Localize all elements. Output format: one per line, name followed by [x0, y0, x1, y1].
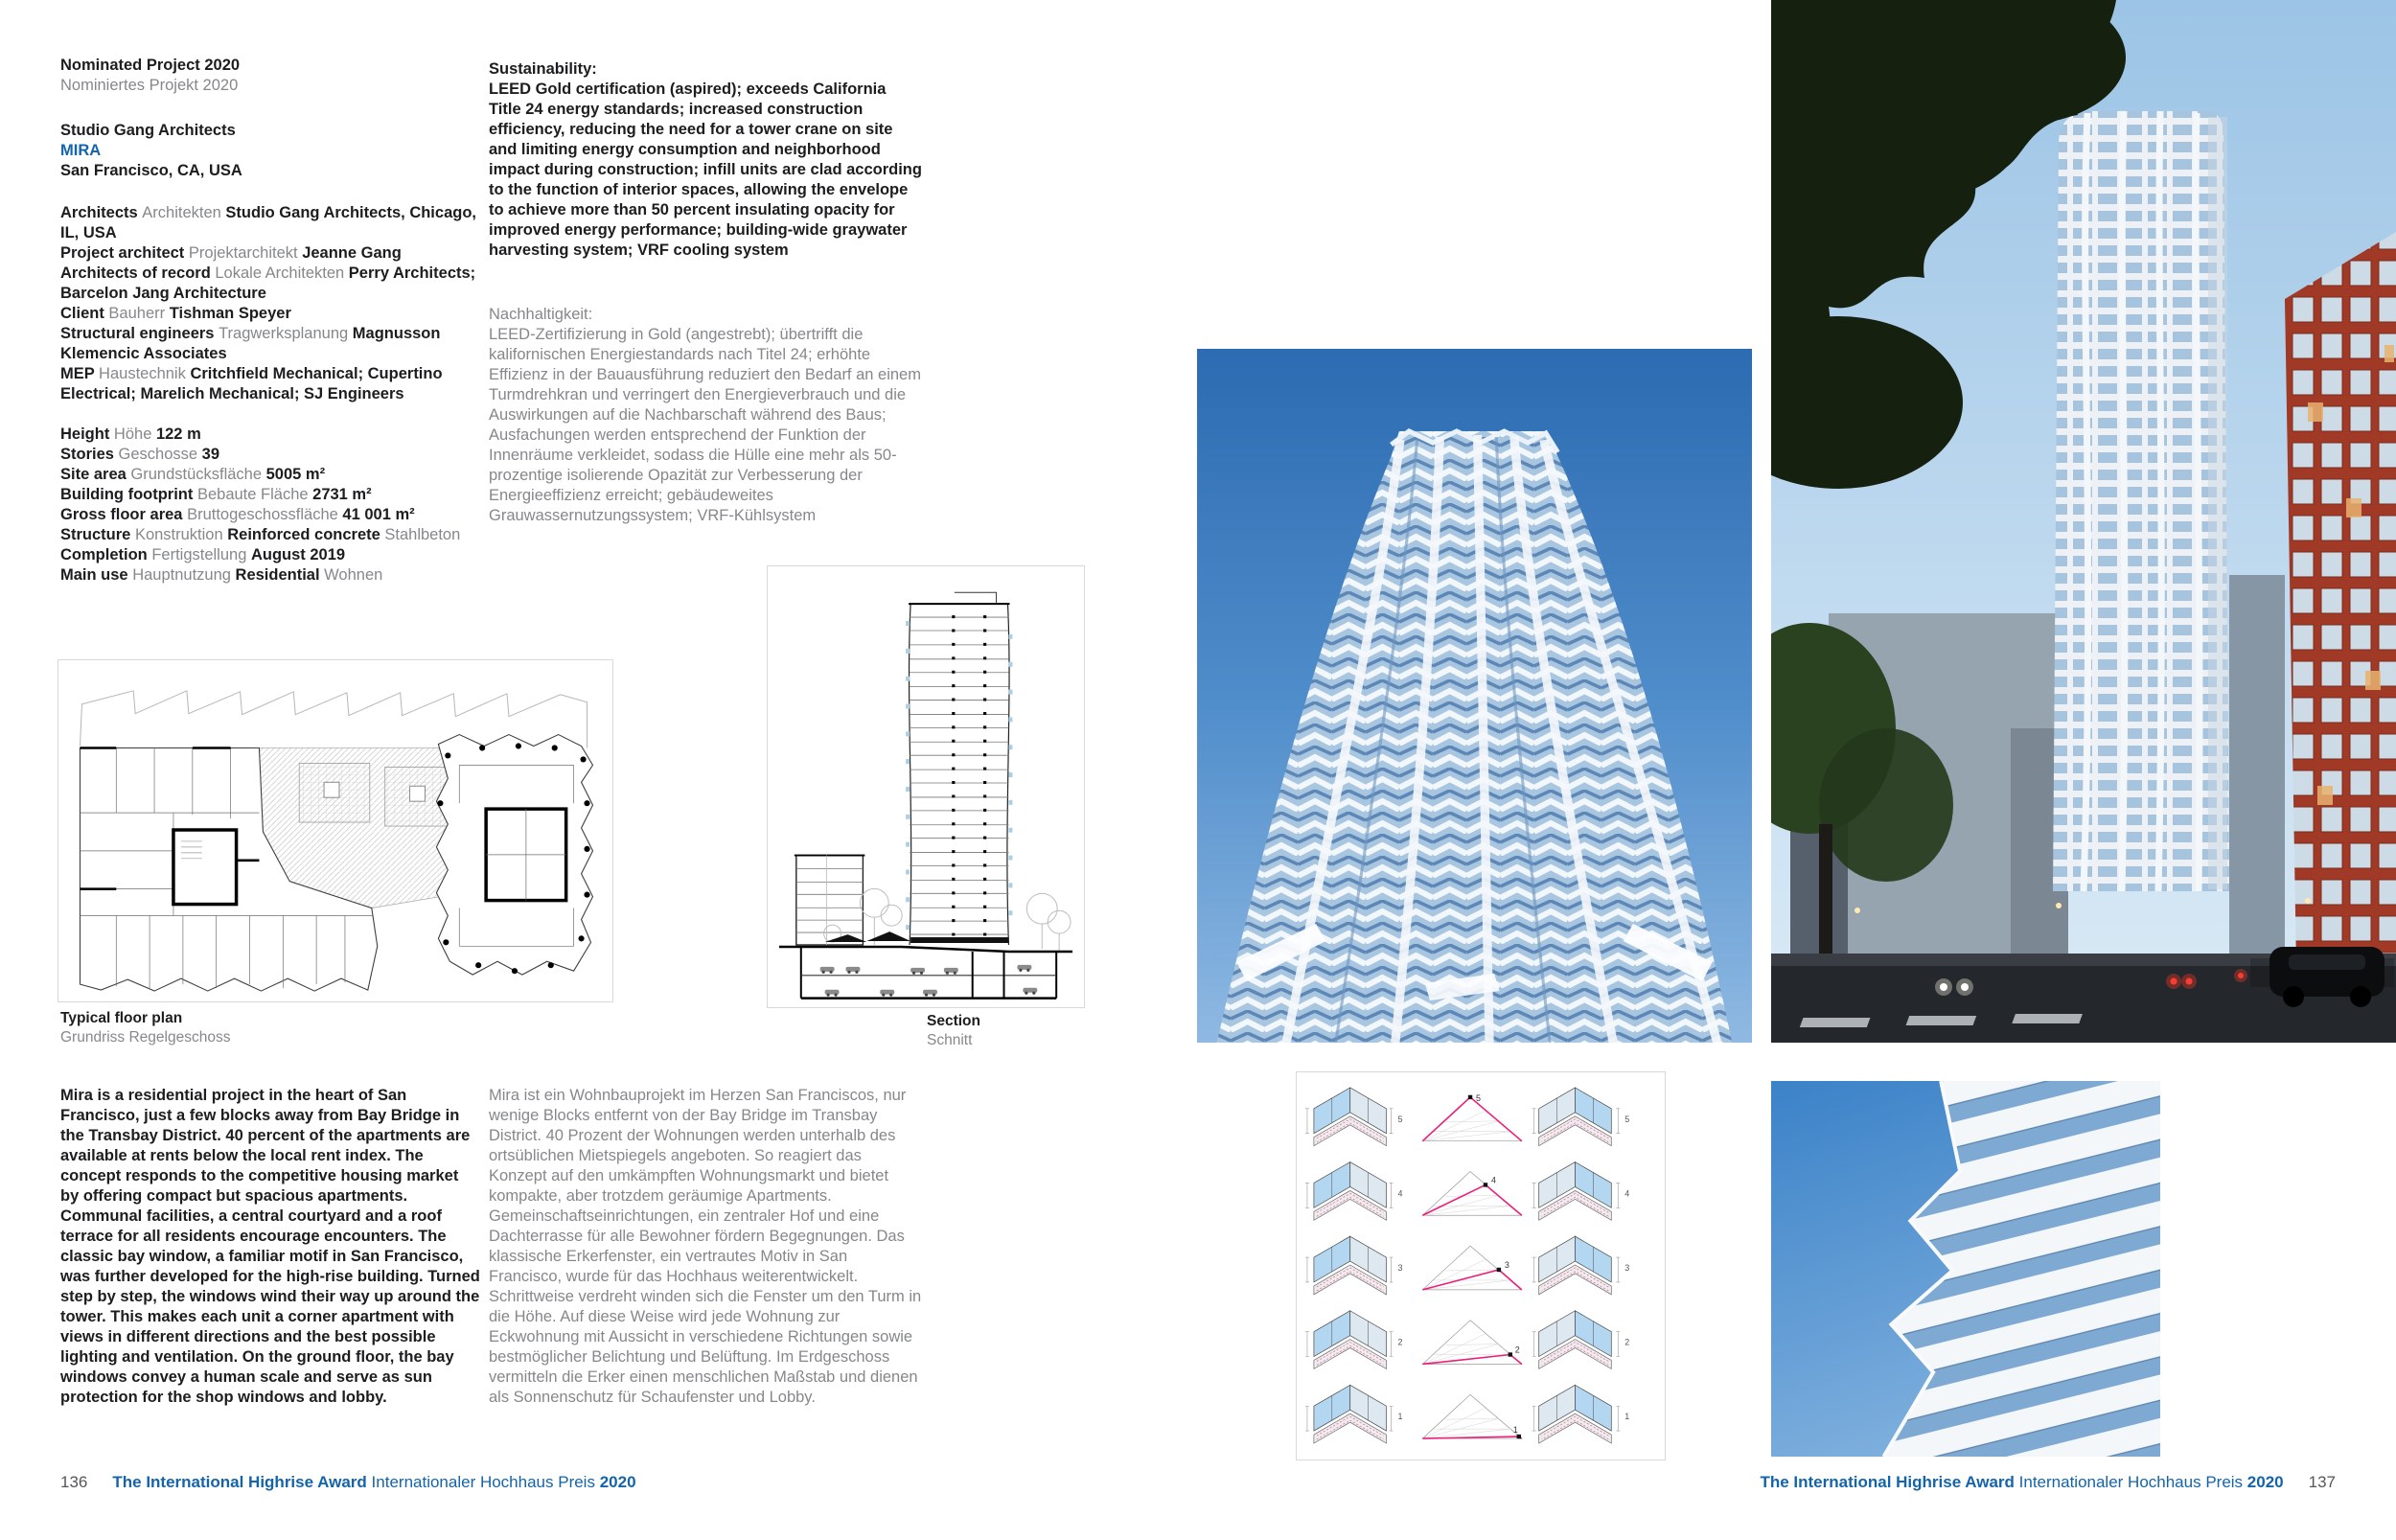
credit-line: Client Bauherr Tishman Speyer — [60, 305, 291, 322]
sustainability-de-title: Nachhaltigkeit: — [489, 306, 593, 323]
section-caption-en: Section — [927, 1013, 980, 1029]
fact-line: Height Höhe 122 m — [60, 425, 201, 443]
facade-detail-svg — [1771, 1081, 2160, 1457]
kicker-de: Nominiertes Projekt 2020 — [60, 77, 239, 94]
footer-award-de: Internationaler Hochhaus Preis — [371, 1473, 595, 1491]
tower-photo-svg — [1197, 349, 1752, 1043]
project-location: San Francisco, CA, USA — [60, 162, 242, 179]
street-photo-svg — [1771, 0, 2396, 1043]
footer-year: 2020 — [2246, 1473, 2284, 1491]
kicker — [60, 56, 482, 96]
footer-award-en: The International Highrise Award — [1760, 1473, 2015, 1491]
diagram-row-label: 4 — [1624, 1188, 1630, 1199]
plan-caption-de: Grundriss Regelgeschoss — [60, 1029, 231, 1046]
page-number-right: 137 — [2308, 1473, 2336, 1491]
kicker-en: Nominated Project 2020 — [60, 57, 241, 74]
diagram-row-label: 4 — [1397, 1188, 1403, 1199]
footer-award-de: Internationaler Hochhaus Preis — [2018, 1473, 2244, 1491]
footer-right — [1760, 1472, 2336, 1493]
credit-line: Structural engineers Tragwerksplanung Magnusson Klemencic Associates — [60, 325, 441, 362]
sustainability-en-title: Sustainability: — [489, 60, 597, 78]
diagram-row-label: 3 — [1624, 1262, 1630, 1273]
fact-line: Gross floor area Bruttogeschossfläche 41 001 m² — [60, 506, 415, 523]
facade-detail-photo — [1771, 1081, 2160, 1457]
fact-line: Structure Konstruktion Reinforced concrete Stahlbeton — [60, 526, 461, 543]
diagram-row-label: 2 — [1624, 1337, 1630, 1347]
section-caption-de: Schnitt — [927, 1032, 973, 1048]
bay-window-diagram — [1296, 1071, 1666, 1460]
plan-caption — [60, 1009, 230, 1047]
diagram-step-label: 2 — [1514, 1345, 1520, 1355]
diagram-step-label: 5 — [1476, 1092, 1482, 1103]
section-caption — [927, 1012, 980, 1050]
sustainability-de — [489, 305, 922, 526]
facts-block — [60, 425, 480, 586]
footer-award-en: The International Highrise Award — [112, 1473, 367, 1491]
credit-line: Architects of record Lokale Architekten Perry Architects; Barcelon Jang Architecture — [60, 264, 476, 302]
bay-window-diagram-svg — [1297, 1072, 1665, 1460]
diagram-row-label: 1 — [1624, 1412, 1630, 1422]
floor-plan-figure — [58, 659, 613, 1002]
fact-line: Completion Fertigstellung August 2019 — [60, 546, 346, 563]
credits-block — [60, 203, 480, 404]
section-drawing — [768, 566, 1084, 1007]
project-architect: Studio Gang Architects — [60, 122, 236, 139]
diagram-step-label: 3 — [1504, 1259, 1509, 1270]
section-figure — [767, 565, 1085, 1008]
credit-line: MEP Haustechnik Critchfield Mechanical; Cupertino Electrical; Marelich Mechanical; SJ Engineers — [60, 365, 443, 402]
diagram-row-label: 5 — [1624, 1114, 1630, 1124]
diagram-row-label: 3 — [1397, 1262, 1403, 1273]
body-text-de: Mira ist ein Wohnbauprojekt im Herzen San Franciscos, nur wenige Blocks entfernt von der Bay Bridge im Transbay District. 40 Prozent der Wohnungen werden unterhalb des ortsüblichen Mietspiegels angeboten. So reagiert das Konzept auf den umkämpften Wohnungsmarkt und bietet kompakte, aber trotzdem geräumige Apartments. Gemeinschaftseinrichtungen, ein zentraler Hof und eine Dachterrasse für alle Bewohner fördern Begegnungen. Das klassische Erkerfenster, ein vertrautes Motiv in San Francisco, wurde für das Hochhaus weiterentwickelt. Schrittweise verdreht winden sich die Fenster um den Turm in die Höhe. Auf diese Weise wird jede Wohnung zur Eckwohnung mit Aussicht in verschiedene Richtungen sowie bestmöglicher Belichtung und Belüftung. Im Erdgeschoss vermitteln die Erker einen menschlichen Maßstab und dienen als Sonnenschutz für Schaufenster und Lobby. — [489, 1087, 922, 1406]
floor-plan-drawing — [58, 660, 612, 1001]
footer-year: 2020 — [599, 1473, 636, 1491]
fact-line: Building footprint Bebaute Fläche 2731 m² — [60, 486, 372, 503]
page-number-left: 136 — [60, 1473, 88, 1491]
sustainability-en-body: LEED Gold certification (aspired); exceeds California Title 24 energy standards; increased construction efficiency, reducing the need for a tower crane on site and limiting energy consumption and neighborhood impact during construction; infill units are clad according to the function of interior spaces, allowing the envelope to achieve more than 50 percent insulating opacity for improved energy performance; building-wide graywater harvesting system; VRF cooling system — [489, 80, 922, 259]
project-block — [60, 121, 482, 181]
credit-line: Project architect Projektarchitekt Jeanne Gang — [60, 244, 402, 262]
sustainability-en — [489, 59, 922, 261]
diagram-step-label: 4 — [1490, 1175, 1496, 1185]
fact-line: Site area Grundstücksfläche 5005 m² — [60, 466, 326, 483]
street-photo — [1771, 0, 2396, 1043]
fact-line: Main use Hauptnutzung Residential Wohnen — [60, 566, 383, 584]
diagram-row-label: 5 — [1397, 1114, 1403, 1124]
diagram-row-label: 2 — [1397, 1337, 1403, 1347]
credit-line: Architects Architekten Studio Gang Architects, Chicago, IL, USA — [60, 204, 476, 241]
body-text-en: Mira is a residential project in the heart of San Francisco, just a few blocks away from Bay Bridge in the Transbay District. 40 percent of the apartments are available at rents below the local rent index. The concept responds to the competitive housing market by offering compact but spacious apartments. Communal facilities, a central courtyard and a roof terrace for all residents encourage encounters. The classic bay window, a familiar motif in San Francisco, was further developed for the high-rise building. Turned step by step, the windows wind their way up around the tower. This makes each unit a corner apartment with views in different directions and the best possible lighting and ventilation. On the ground floor, the bay windows convey a human scale and serve as sun protection for the shop windows and lobby. — [60, 1087, 480, 1406]
fact-line: Stories Geschosse 39 — [60, 446, 220, 463]
diagram-step-label: 1 — [1512, 1425, 1518, 1436]
footer-left — [60, 1472, 636, 1493]
project-name: MIRA — [60, 142, 102, 159]
plan-caption-en: Typical floor plan — [60, 1010, 183, 1026]
sustainability-de-body: LEED-Zertifizierung in Gold (angestrebt); übertrifft die kalifornischen Energiestandards nach Titel 24; erhöhte Effizienz in der Bauausführung reduziert den Bedarf an einem Turmdrehkran und verringert den Energieverbrauch und die Auswirkungen auf die Nachbarschaft während des Baus; Ausfachungen werden entsprechend der Funktion der Innenräume verkleidet, sodass die Hülle eine mehr als 50-prozentige isolierende Opazität zur Verbesserung der Energieeffizienz erreicht; gebäudeweites Grauwassernutzungssystem; VRF-Kühlsystem — [489, 326, 921, 524]
diagram-row-label: 1 — [1397, 1412, 1403, 1422]
tower-photo-looking-up — [1197, 349, 1752, 1043]
